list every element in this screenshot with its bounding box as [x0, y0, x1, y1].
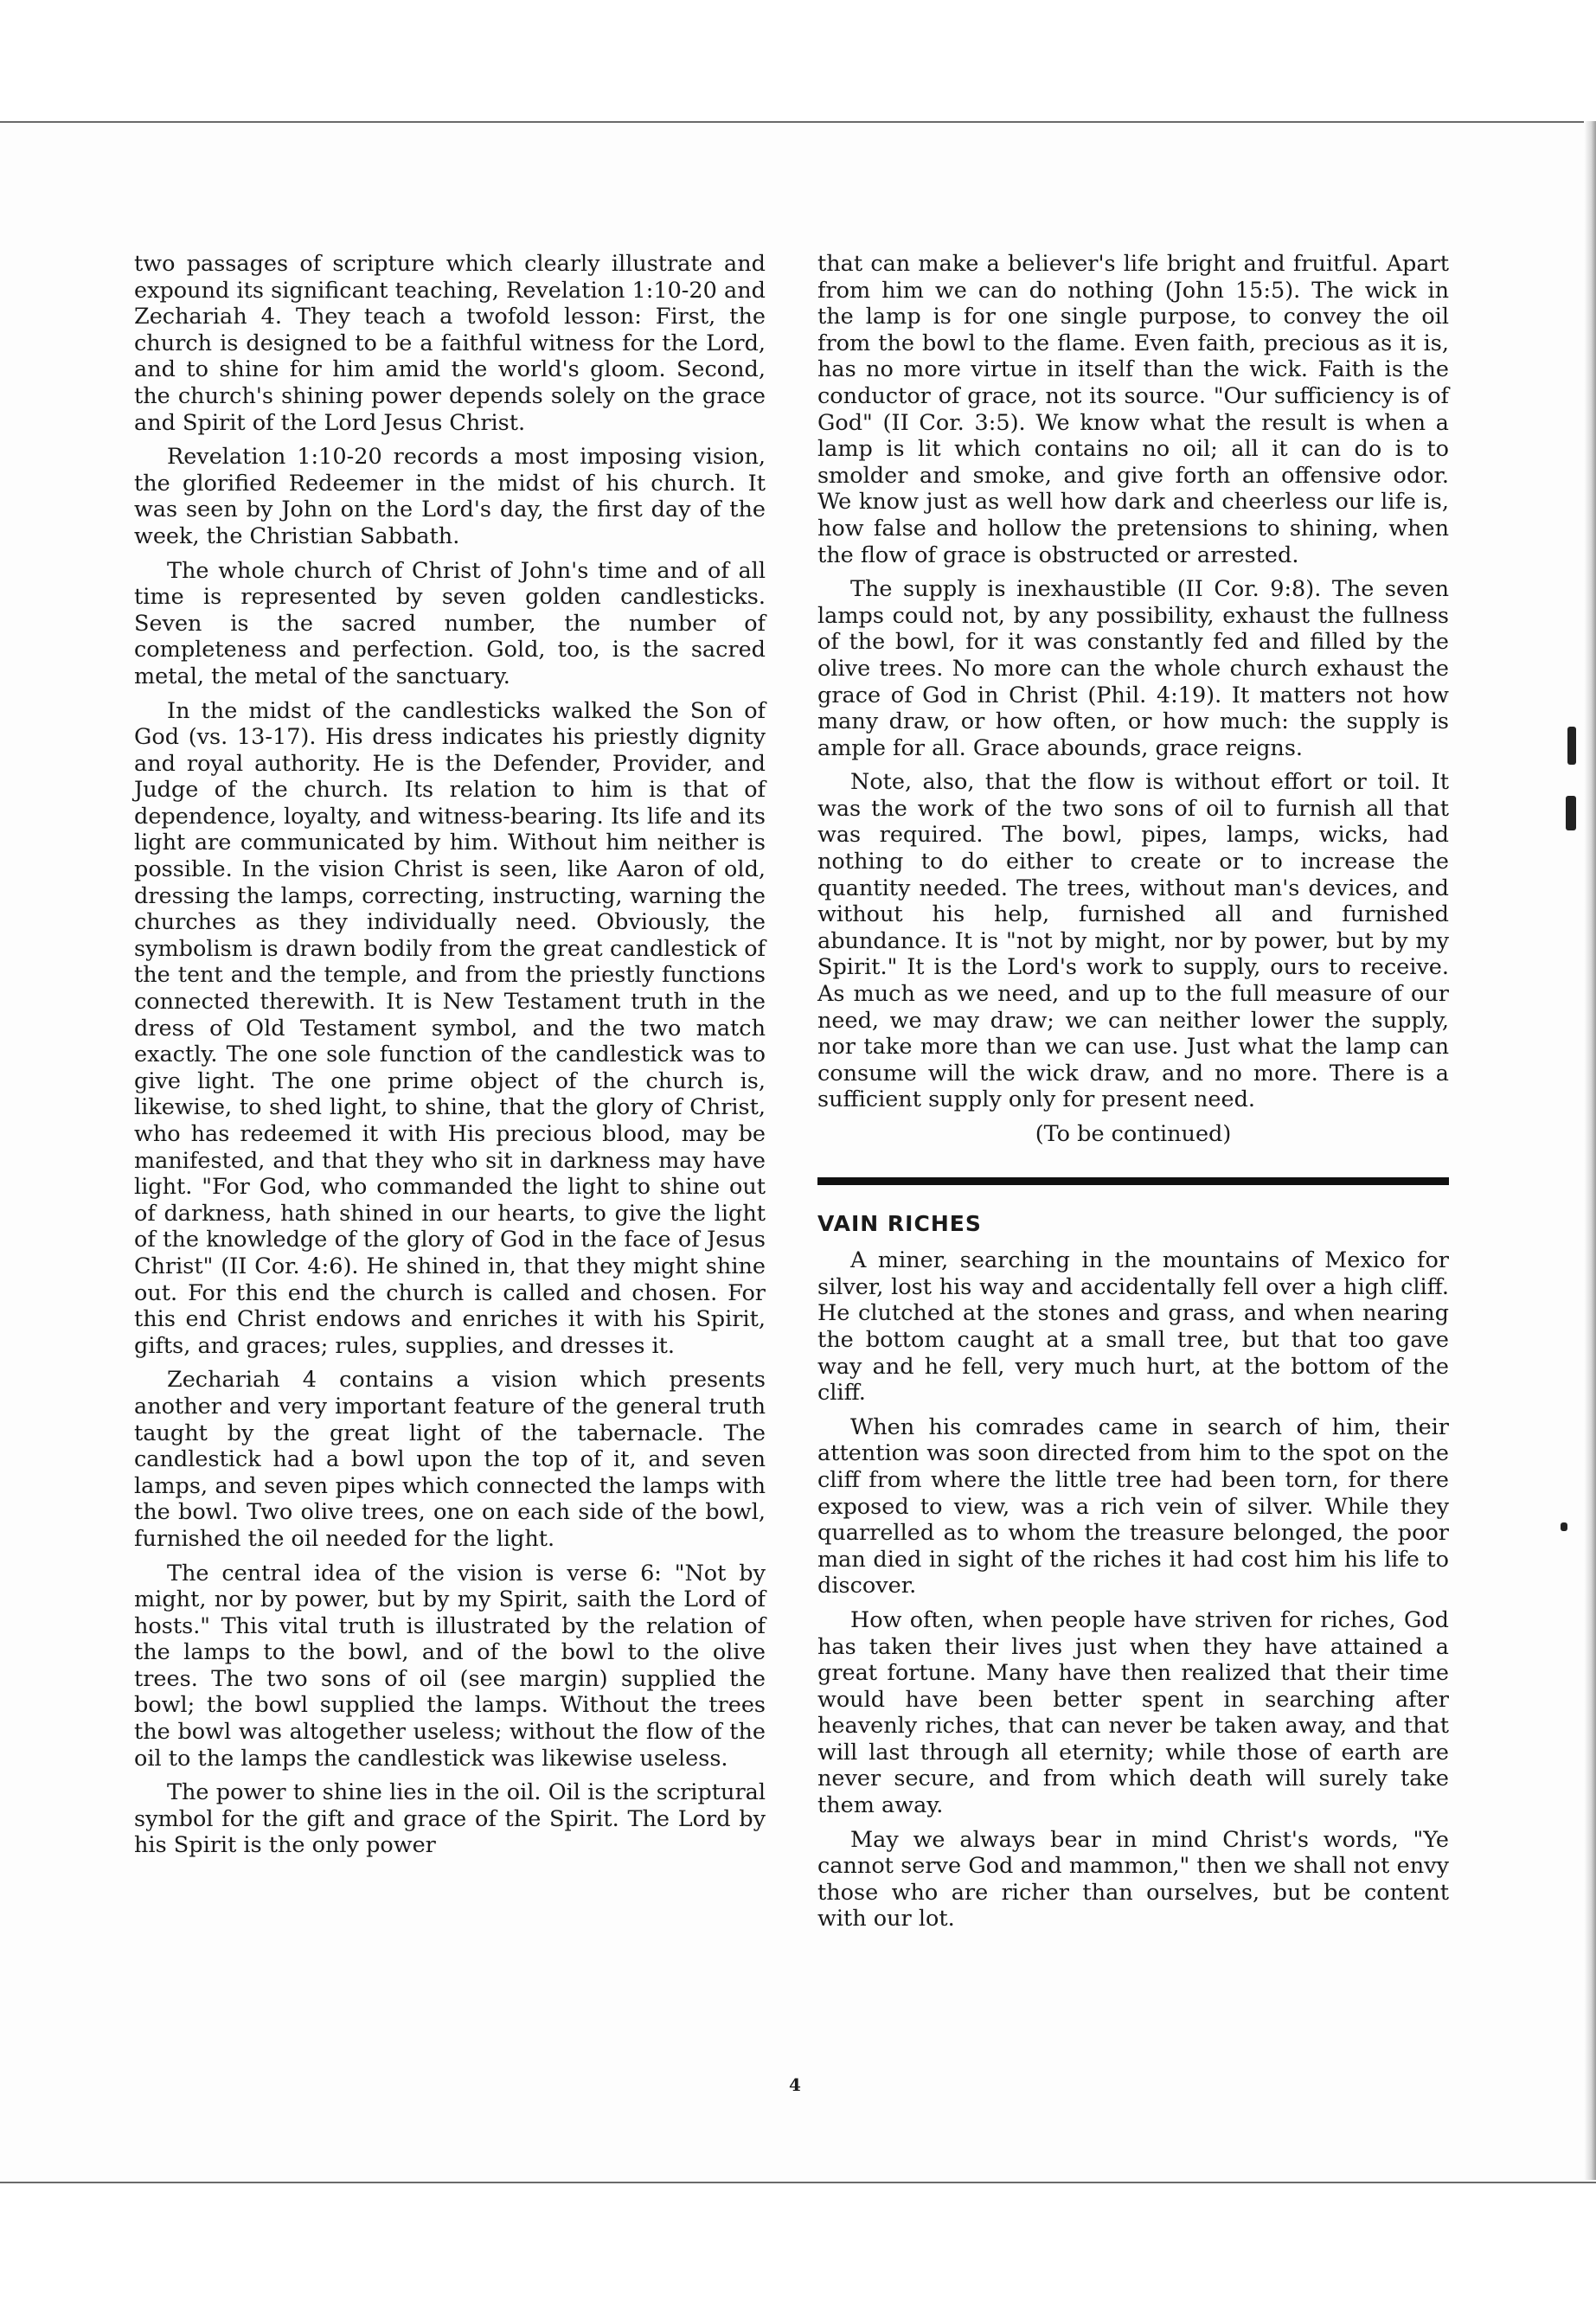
paragraph: The central idea of the vision is verse 6: "Not by might, nor by power, but by my Spirit, saith the Lord of hosts." This vital truth is illustrated by the relation of the lamps to the bowl, and of the bowl to the olive trees. The two sons of oil (see margin) supplied the bowl; the bowl supplied the lamps. Without the trees the bowl was altogether useless; without the flow of the oil to the lamps the candlestick was likewise useless.: [134, 1560, 766, 1772]
page-number: 4: [789, 2074, 801, 2095]
paragraph: The power to shine lies in the oil. Oil is the scriptural symbol for the gift and grace of the Spirit. The Lord by his Spirit is the only power: [134, 1779, 766, 1859]
scan-mark: [1566, 796, 1576, 830]
paragraph: that can make a believer's life bright and fruitful. Apart from him we can do nothing (John 15:5). The wick in the lamp is for one single purpose, to convey the oil from the bowl to the flame. Even faith, precious as it is, has no more virtue in itself than the wick. Faith is the conductor of grace, not its source. "Our sufficiency is of God" (II Cor. 3:5). We know what the result is when a lamp is lit which contains no oil; all it can do is to smolder and smoke, and give forth an offensive odor. We know just as well how dark and cheerless our life is, how false and hollow the pretensions to shining, when the flow of grace is obstructed or arrested.: [817, 251, 1449, 568]
paragraph: How often, when people have striven for riches, God has taken their lives just when they have attained a great fortune. Many have then realized that their time would have been better spent in searching after heavenly riches, that can never be taken away, and that will last through all eternity; while those of earth are never secure, and from which death will surely take them away.: [817, 1606, 1449, 1819]
section-divider: [817, 1177, 1449, 1185]
right-column: [817, 251, 1449, 1940]
scan-mark: [1567, 727, 1576, 765]
page-edge-shadow: [1584, 121, 1596, 2180]
paragraph: The supply is inexhaustible (II Cor. 9:8). The seven lamps could not, by any possibility, exhaust the fullness of the bowl, for it was constantly fed and filled by the olive trees. No more can the whole church exhaust the grace of God in Christ (Phil. 4:19). It matters not how many draw, or how often, or how much: the supply is ample for all. Grace abounds, grace reigns.: [817, 576, 1449, 761]
paragraph: When his comrades came in search of him, their attention was soon directed from him to the spot on the cliff from where the little tree had been torn, for there exposed to view, was a rich vein of silver. While they quarrelled as to whom the treasure belonged, the poor man died in sight of the riches it had cost him his life to discover.: [817, 1413, 1449, 1599]
paragraph: The whole church of Christ of John's time and of all time is represented by seven golden candlesticks. Seven is the sacred number, the number of completeness and perfection. Gold, too, is the sacred metal, the metal of the sanctuary.: [134, 557, 766, 689]
scan-mark: [1561, 1522, 1567, 1531]
paragraph: Zechariah 4 contains a vision which presents another and very important feature of the general truth taught by the great light of the tabernacle. The candlestick had a bowl upon the top of it, and seven lamps, and seven pipes which connected the lamps with the bowl. Two olive trees, one on each side of the bowl, furnished the oil needed for the light.: [134, 1367, 766, 1552]
paragraph: In the midst of the candlesticks walked the Son of God (vs. 13-17). His dress indicates his priestly dignity and royal authority. He is the Defender, Provider, and Judge of the church. Its relation to him is that of dependence, loyalty, and witness-bearing. Its life and its light are communicated by him. Without him neither is possible. In the vision Christ is seen, like Aaron of old, dressing the lamps, correcting, instructing, warning the churches as they individually need. Obviously, the symbolism is drawn bodily from the great candlestick of the tent and the temple, and from the priestly functions connected therewith. It is New Testament truth in the dress of Old Testament symbol, and the two match exactly. The one sole function of the candlestick was to give light. The one prime object of the church is, likewise, to shed light, to shine, that the glory of Christ, who has redeemed it with His precious blood, may be manifested, and that they who sit in darkness may have light. "For God, who commanded the light to shine out of darkness, hath shined in our hearts, to give the light of the knowledge of the glory of God in the face of Jesus Christ" (II Cor. 4:6). He shined in, that they might shine out. For this end the church is called and chosen. For this end Christ endows and enriches it with his Spirit, gifts, and graces; rules, supplies, and dresses it.: [134, 697, 766, 1359]
paragraph: A miner, searching in the mountains of Mexico for silver, lost his way and accidentally fell over a high cliff. He clutched at the stones and grass, and when nearing the bottom caught at a small tree, but that too gave way and he fell, very much hurt, at the bottom of the cliff.: [817, 1247, 1449, 1407]
paragraph: May we always bear in mind Christ's words, "Ye cannot serve God and mammon," then we shall not envy those who are richer than ourselves, but be content with our lot.: [817, 1826, 1449, 1932]
left-column: [134, 251, 766, 1867]
paragraph: Revelation 1:10-20 records a most imposing vision, the glorified Redeemer in the midst of his church. It was seen by John on the Lord's day, the first day of the week, the Christian Sabbath.: [134, 444, 766, 549]
paragraph: two passages of scripture which clearly illustrate and expound its significant teaching, Revelation 1:10-20 and Zechariah 4. They teach a twofold lesson: First, the church is designed to be a faithful witness for the Lord, and to shine for him amid the world's gloom. Second, the church's shining power depends solely on the grace and Spirit of the Lord Jesus Christ.: [134, 251, 766, 436]
paragraph: Note, also, that the flow is without effort or toil. It was the work of the two sons of oil to furnish all that was required. The bowl, pipes, lamps, wicks, had nothing to do either to create or to increase the quantity needed. The trees, without man's devices, and without his help, furnished all and furnished abundance. It is "not by might, nor by power, but by my Spirit." It is the Lord's work to supply, ours to receive. As much as we need, and up to the full measure of our need, we may draw; we can neither lower the supply, nor take more than we can use. Just what the lamp can consume will the wick draw, and no more. There is a sufficient supply only for present need.: [817, 769, 1449, 1113]
continued-note: (To be continued): [1035, 1121, 1232, 1147]
section-heading: VAIN RICHES: [817, 1210, 982, 1236]
